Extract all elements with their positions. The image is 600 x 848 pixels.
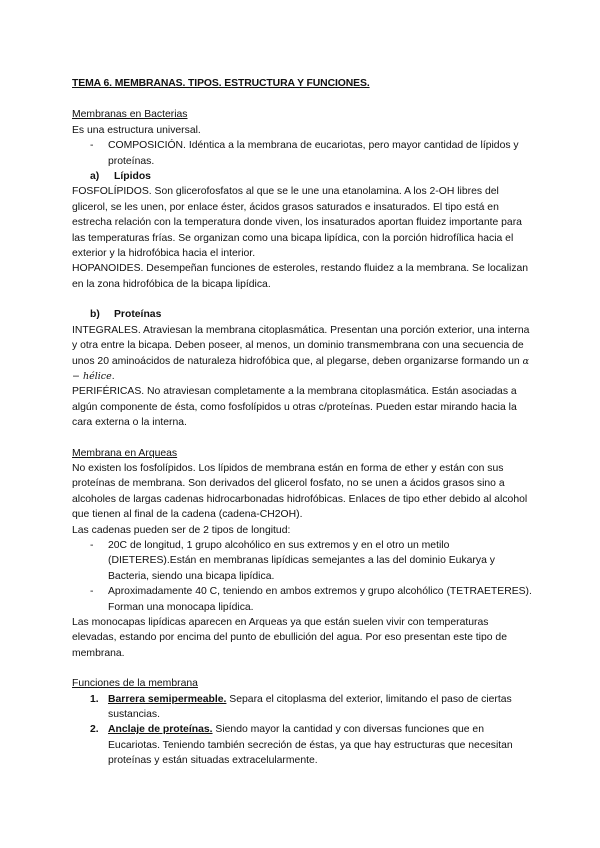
integrales-text: INTEGRALES. Atraviesan la membrana citoplasmática. Presentan una porción exterior, una interna y otra entre la bicapa. Deben poseer, al menos, un dominio transmembrana con una secuencia de unos 20 aminoácidos de naturaleza hidrofóbica que, al plegarse, deben organizarse formando un	[72, 324, 530, 367]
lipidos-subheading	[72, 169, 532, 184]
bacterias-intro: Es una estructura universal.	[72, 124, 201, 136]
item-number: 2.	[90, 724, 99, 736]
list-item: - Aproximadamente 40 C, teniendo en ambos extremos y grupo alcohólico (TETRAETERES). Forman una monocapa lipídica.	[72, 584, 532, 615]
section-heading-funciones: Funciones de la membrana	[72, 678, 198, 690]
fosfolipidos-paragraph: FOSFOLÍPIDOS. Son glicerofosfatos al que se le une una etanolamina. A los 2-OH libres del glicerol, se les unen, por enlace éster, ácidos grasos saturados e insaturados. El tipo está en estrecha relación con la temperatura donde viven, los insaturados aportan fluidez importante para las temperaturas frías. Se organizan como una bicapa lipídica, con la porción hidrofílica hacia el exterior y la hidrofóbica hacia el interior.	[72, 186, 522, 260]
perifericas-paragraph: PERIFÉRICAS. No atraviesan completamente a la membrana citoplasmática. Están asociadas a algún componente de ésta, como fosfolípidos u otras c/proteínas. Pueden estar mirando hacia la cara externa o la interna.	[72, 386, 517, 429]
arqueas-paragraph-3: Las monocapas lipídicas aparecen en Arqueas ya que están suelen vivir con temperaturas elevadas, estando por encima del punto de ebullición del agua. Por eso presentan este tipo de membrana.	[72, 617, 507, 659]
alpha-helice-formula: α − hélice	[72, 355, 529, 382]
integrales-end: .	[111, 370, 115, 382]
hopanoides-paragraph: HOPANOIDES. Desempeñan funciones de esteroles, restando fluidez a la membrana. Se localizan en la zona hidrofóbica de la bicapa lipídica.	[72, 263, 529, 290]
lipidos-label: a)	[90, 171, 100, 183]
section-heading-arqueas: Membrana en Arqueas	[72, 447, 178, 459]
section-bacterias	[72, 107, 532, 430]
integrales-paragraph	[72, 323, 532, 385]
item-key: Barrera semipermeable.	[108, 693, 227, 705]
page-title: TEMA 6. MEMBRANAS. TIPOS. ESTRUCTURA Y FUNCIONES.	[72, 78, 370, 89]
item-text: Separa el citoplasma del exterior, limitando el paso de ciertas sustancias.	[108, 693, 512, 721]
proteinas-title: Proteínas	[114, 309, 162, 321]
list-item: - 20C de longitud, 1 grupo alcohólico en sus extremos y en el otro un metilo (DIETERES).Están en membranas lipídicas semejantes a las del dominio Eukarya y Bacteria, siendo una bicapa lipídica.	[72, 538, 532, 584]
composicion-item: - COMPOSICIÓN. Idéntica a la membrana de eucariotas, pero mayor cantidad de lípidos y proteínas.	[72, 138, 532, 169]
arqueas-paragraph-2: Las cadenas pueden ser de 2 tipos de longitud:	[72, 524, 291, 536]
list-item	[72, 692, 532, 723]
item-text: Siendo mayor la cantidad y con diversas funciones que en Eucariotas. Teniendo también secreción de éstas, ya que hay estructuras que necesitan proteínas y están situadas extracelularmente.	[108, 724, 513, 767]
lipidos-title: Lípidos	[114, 171, 151, 183]
proteinas-subheading	[72, 307, 532, 322]
item-key: Anclaje de proteínas.	[108, 724, 213, 736]
section-arqueas	[72, 446, 532, 662]
document-page	[72, 76, 532, 769]
proteinas-label: b)	[90, 309, 100, 321]
section-heading-bacterias: Membranas en Bacterias	[72, 109, 188, 121]
section-funciones	[72, 676, 532, 768]
list-item	[72, 722, 532, 768]
item-number: 1.	[90, 693, 99, 705]
arqueas-paragraph-1: No existen los fosfolípidos. Los lípidos de membrana están en forma de ether y están con sus proteínas de membrana. Son derivados del glicerol fosfato, no se unen a ácidos grasos sino a alcoholes de largas cadenas hidrocarbonadas hidrofóbicas. Enlaces de tipo ether debido al alcohol que tienen al final de la cadena (cadena-CH2OH).	[72, 462, 528, 521]
